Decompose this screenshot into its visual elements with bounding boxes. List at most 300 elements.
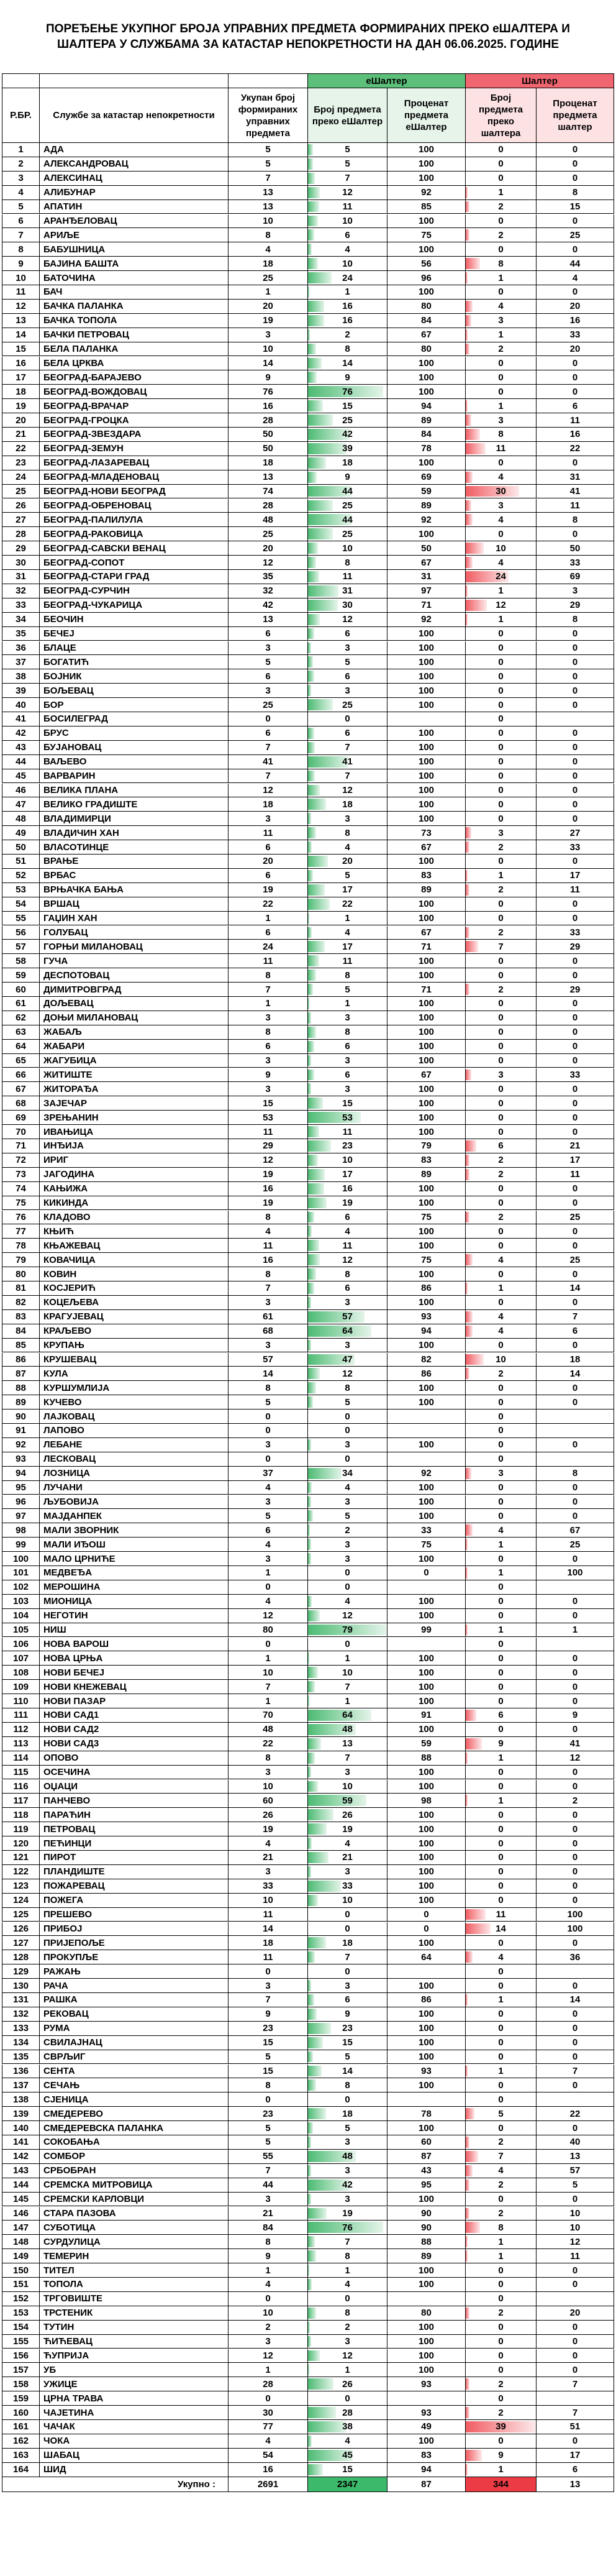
shalter-percent <box>536 285 614 299</box>
eshalter-count <box>307 1523 387 1537</box>
total-count-value: 10 <box>263 344 273 355</box>
shalter-count <box>465 257 536 270</box>
shalter-percent <box>536 428 614 441</box>
table-row <box>2 399 614 413</box>
table-row <box>2 300 614 314</box>
table-row <box>2 1638 614 1652</box>
shalter-count <box>465 1666 536 1679</box>
eshalter-percent-value: 80 <box>421 344 432 355</box>
shalter-percent <box>536 1296 614 1309</box>
service-name-value: ПРИБОЈ <box>43 1923 83 1934</box>
shalter-count-value: 0 <box>498 642 504 653</box>
eshalter-data-bar <box>308 984 313 995</box>
row-number <box>2 456 39 470</box>
table-row <box>2 912 614 926</box>
eshalter-percent-value: 100 <box>418 1667 435 1678</box>
shalter-data-bar <box>466 2151 478 2162</box>
shalter-count <box>465 1509 536 1523</box>
eshalter-count-value: 6 <box>345 1069 350 1080</box>
row-number <box>2 1438 39 1452</box>
total-count-value: 1 <box>265 1695 271 1707</box>
row-number-value: 61 <box>16 998 26 1009</box>
eshalter-percent <box>387 2135 465 2149</box>
shalter-count-value: 2 <box>498 2407 504 2418</box>
shalter-percent-value: 22 <box>569 443 581 454</box>
service-name-value: КРАГУЈЕВАЦ <box>43 1311 104 1322</box>
table-row <box>2 1211 614 1225</box>
shalter-data-bar <box>466 600 487 611</box>
service-name-value: КРУПАЊ <box>43 1340 84 1351</box>
row-number <box>2 641 39 655</box>
service-name-value: ВАЉЕВО <box>43 756 87 768</box>
eshalter-count-value: 15 <box>342 2464 353 2475</box>
eshalter-percent <box>387 883 465 897</box>
eshalter-count-value: 8 <box>345 827 350 838</box>
eshalter-count-value: 48 <box>342 2151 353 2162</box>
eshalter-data-bar <box>308 913 309 924</box>
shalter-count-value: 0 <box>498 1183 504 1194</box>
row-number-value: 138 <box>12 2094 29 2105</box>
service-name-value: БЕОГРАД-ЗЕМУН <box>43 443 124 454</box>
shalter-count <box>465 1153 536 1167</box>
shalter-percent <box>536 1324 614 1338</box>
row-number <box>2 2178 39 2192</box>
service-name <box>39 997 228 1011</box>
shalter-count <box>465 712 536 726</box>
total-count-value: 4 <box>265 2279 271 2290</box>
total-count <box>228 1481 307 1495</box>
eshalter-percent-value: 67 <box>421 927 432 938</box>
service-name <box>39 357 228 370</box>
shalter-count-value: 0 <box>498 2265 504 2276</box>
eshalter-percent-value: 100 <box>418 286 435 298</box>
row-number-value: 20 <box>16 415 26 426</box>
shalter-count <box>465 1267 536 1281</box>
shalter-count-value: 0 <box>498 1823 504 1835</box>
eshalter-count-value: 1 <box>345 1695 350 1707</box>
service-name <box>39 598 228 612</box>
service-name-value: КУЛА <box>43 1368 68 1379</box>
total-count <box>228 926 307 940</box>
eshalter-count <box>307 1367 387 1380</box>
row-number-value: 10 <box>16 272 26 283</box>
eshalter-count-value: 6 <box>345 1283 350 1294</box>
total-count-value: 3 <box>265 1340 271 1351</box>
total-count <box>228 442 307 456</box>
shalter-count <box>465 1851 536 1864</box>
service-name-value: БЕОГРАД-ВОЖДОВАЦ <box>43 386 147 397</box>
eshalter-count-value: 13 <box>342 1738 353 1749</box>
service-name <box>39 428 228 441</box>
eshalter-count <box>307 1865 387 1879</box>
service-name-value: БЕОГРАД-СУРЧИН <box>43 585 130 597</box>
row-number <box>2 1025 39 1039</box>
eshalter-percent-value: 100 <box>418 1268 435 1280</box>
row-number-value: 47 <box>16 799 26 810</box>
eshalter-percent <box>387 1409 465 1423</box>
shalter-percent <box>536 2135 614 2149</box>
shalter-percent-value: 13 <box>569 2151 581 2162</box>
eshalter-percent <box>387 1651 465 1665</box>
shalter-data-bar <box>466 472 473 483</box>
eshalter-count <box>307 1566 387 1580</box>
total-count-value: 3 <box>265 813 271 824</box>
shalter-percent-value: 2 <box>572 1795 578 1806</box>
total-count-value: 7 <box>265 771 271 782</box>
eshalter-percent <box>387 997 465 1011</box>
row-number <box>2 385 39 398</box>
total-count-value: 10 <box>263 1895 273 1906</box>
total-count <box>228 897 307 911</box>
shalter-count-value: 4 <box>498 1951 504 1963</box>
shalter-percent-value: 0 <box>572 1610 578 1621</box>
eshalter-percent-value: 100 <box>418 771 435 782</box>
eshalter-count <box>307 2150 387 2163</box>
shalter-percent <box>536 1651 614 1665</box>
table-row <box>2 940 614 954</box>
eshalter-percent <box>387 1224 465 1238</box>
eshalter-percent <box>387 727 465 740</box>
shalter-count-value: 2 <box>498 344 504 355</box>
total-count <box>228 2377 307 2391</box>
shalter-count-value: 1 <box>498 1994 504 2005</box>
service-name-value: МЕРОШИНА <box>43 1582 101 1593</box>
shalter-data-bar <box>466 1311 473 1322</box>
eshalter-count-value: 9 <box>345 2009 350 2020</box>
eshalter-percent <box>387 1993 465 2007</box>
row-number-value: 13 <box>16 315 26 326</box>
shalter-percent <box>536 470 614 484</box>
eshalter-percent-value: 100 <box>418 856 435 867</box>
total-count-value: 6 <box>265 628 271 639</box>
eshalter-percent <box>387 1395 465 1409</box>
eshalter-count-value: 4 <box>345 244 350 255</box>
shalter-percent-value: 31 <box>569 472 581 483</box>
eshalter-percent <box>387 584 465 598</box>
eshalter-percent <box>387 1253 465 1267</box>
eshalter-percent <box>387 470 465 484</box>
eshalter-percent <box>387 1780 465 1794</box>
row-number-value: 72 <box>16 1155 26 1166</box>
shalter-percent-value: 0 <box>572 1652 578 1664</box>
service-name-value: БОСИЛЕГРАД <box>43 713 108 725</box>
eshalter-count-value: 12 <box>342 1368 353 1379</box>
eshalter-percent-value: 33 <box>421 1524 432 1536</box>
eshalter-count-value: 1 <box>345 1652 350 1664</box>
eshalter-percent <box>387 1723 465 1736</box>
total-count-value: 16 <box>263 1254 273 1265</box>
eshalter-percent <box>387 712 465 726</box>
shalter-percent-value: 0 <box>572 784 578 795</box>
row-number-value: 6 <box>18 215 24 226</box>
row-number <box>2 2363 39 2377</box>
shalter-percent-value: 57 <box>569 2165 581 2176</box>
shalter-count-value: 4 <box>498 1326 504 1337</box>
eshalter-percent <box>387 2321 465 2334</box>
total-count <box>228 1040 307 1053</box>
eshalter-percent-value: 100 <box>418 2322 435 2333</box>
shalter-percent-value: 17 <box>569 870 581 881</box>
eshalter-data-bar <box>308 528 333 539</box>
shalter-count-value: 2 <box>498 2137 504 2148</box>
total-count <box>228 2121 307 2135</box>
eshalter-percent <box>387 186 465 199</box>
row-number-value: 33 <box>16 600 26 611</box>
eshalter-count-value: 2 <box>345 1524 350 1536</box>
table-row <box>2 2178 614 2193</box>
table-row <box>2 1822 614 1836</box>
eshalter-percent <box>387 655 465 669</box>
shalter-count-value: 6 <box>498 1710 504 1721</box>
shalter-count-value: 0 <box>498 1198 504 1209</box>
row-number-value: 107 <box>12 1652 29 1664</box>
col-header-rb: Р.БР. <box>2 88 39 142</box>
total-count <box>228 285 307 299</box>
shalter-data-bar <box>466 2066 468 2077</box>
eshalter-count <box>307 1281 387 1295</box>
shalter-count-value: 0 <box>498 1126 504 1137</box>
eshalter-count <box>307 1552 387 1565</box>
service-name <box>39 1239 228 1252</box>
eshalter-count-value: 0 <box>345 1638 350 1649</box>
row-number <box>2 314 39 328</box>
total-count-value: 20 <box>263 543 273 554</box>
shalter-percent <box>536 442 614 456</box>
table-row <box>2 1808 614 1822</box>
service-name <box>39 2150 228 2163</box>
shalter-data-bar <box>466 2407 469 2418</box>
eshalter-count-value: 10 <box>342 1155 353 1166</box>
shalter-count <box>465 1936 536 1950</box>
total-count-value: 3 <box>265 2336 271 2347</box>
shalter-count <box>465 285 536 299</box>
eshalter-count <box>307 1267 387 1281</box>
eshalter-data-bar <box>308 1681 315 1692</box>
eshalter-data-bar <box>308 1667 318 1678</box>
shalter-percent <box>536 1452 614 1466</box>
shalter-count <box>465 200 536 214</box>
shalter-count <box>465 2377 536 2391</box>
eshalter-count-value: 4 <box>345 1482 350 1493</box>
table-row <box>2 1196 614 1211</box>
total-count <box>228 684 307 697</box>
table-row <box>2 314 614 328</box>
service-name-value: СТАРА ПАЗОВА <box>43 2207 116 2219</box>
total-count-value: 60 <box>263 1795 273 1806</box>
row-number <box>2 1153 39 1167</box>
shalter-count-value: 10 <box>496 1354 506 1365</box>
total-count <box>228 1224 307 1238</box>
service-name-value: БОГАТИЋ <box>43 656 89 667</box>
total-count <box>228 2463 307 2477</box>
group-header-shalter: Шалтер <box>465 74 614 88</box>
row-number <box>2 2193 39 2206</box>
shalter-count-value: 24 <box>496 571 506 582</box>
shalter-count <box>465 2092 536 2106</box>
total-count-value: 12 <box>263 557 273 568</box>
eshalter-data-bar <box>308 799 326 810</box>
service-name <box>39 912 228 925</box>
shalter-percent-value: 0 <box>572 1055 578 1066</box>
shalter-count-value: 0 <box>498 1083 504 1094</box>
total-count <box>228 1182 307 1196</box>
eshalter-percent-value: 100 <box>418 2336 435 2347</box>
shalter-percent <box>536 399 614 413</box>
eshalter-count <box>307 1766 387 1779</box>
total-count <box>228 556 307 569</box>
table-row <box>2 1651 614 1666</box>
service-name-value: РАЧА <box>43 1980 68 1991</box>
total-count-value: 80 <box>263 1625 273 1636</box>
eshalter-percent-value: 84 <box>421 315 432 326</box>
row-number-value: 85 <box>16 1340 26 1351</box>
eshalter-percent <box>387 797 465 811</box>
eshalter-count <box>307 2121 387 2135</box>
eshalter-count <box>307 954 387 968</box>
eshalter-count <box>307 2391 387 2405</box>
shalter-percent <box>536 1538 614 1551</box>
total-count <box>228 2150 307 2163</box>
eshalter-percent <box>387 2349 465 2363</box>
row-number-value: 132 <box>12 2009 29 2020</box>
total-count <box>228 1011 307 1025</box>
service-name <box>39 1666 228 1679</box>
total-count <box>228 2178 307 2192</box>
row-number-value: 156 <box>12 2350 29 2361</box>
totals-s-count: 344 <box>465 2477 536 2491</box>
total-count <box>228 1381 307 1395</box>
total-count <box>228 2078 307 2092</box>
eshalter-data-bar <box>308 201 319 213</box>
table-row <box>2 1609 614 1623</box>
eshalter-count-value: 47 <box>342 1354 353 1365</box>
row-number-value: 65 <box>16 1055 26 1066</box>
eshalter-data-bar <box>308 1767 311 1778</box>
eshalter-count-value: 25 <box>342 415 353 426</box>
eshalter-count <box>307 2420 387 2434</box>
service-name-value: БЕОГРАД-ЛАЗАРЕВАЦ <box>43 457 150 469</box>
shalter-percent-value: 0 <box>572 1496 578 1507</box>
table-row <box>2 883 614 897</box>
shalter-data-bar <box>466 1468 471 1479</box>
service-name <box>39 2434 228 2448</box>
row-number <box>2 869 39 882</box>
table-row <box>2 1409 614 1424</box>
shalter-percent-value: 15 <box>569 201 581 213</box>
shalter-count-value: 0 <box>498 813 504 824</box>
total-count <box>228 541 307 555</box>
service-name-value: БЕОГРАД-СОПОТ <box>43 557 125 568</box>
row-number <box>2 2377 39 2391</box>
eshalter-percent <box>387 2363 465 2377</box>
shalter-count <box>465 2078 536 2092</box>
eshalter-count <box>307 755 387 769</box>
total-count-value: 0 <box>265 2393 271 2404</box>
shalter-percent <box>536 2107 614 2120</box>
shalter-count <box>465 1296 536 1309</box>
eshalter-data-bar <box>308 771 315 782</box>
shalter-count <box>465 1339 536 1352</box>
table-row <box>2 1224 614 1239</box>
row-number <box>2 983 39 996</box>
page-title <box>0 0 616 73</box>
eshalter-percent <box>387 1339 465 1352</box>
service-name-value: ОСЕЧИНА <box>43 1767 91 1778</box>
row-number <box>2 1239 39 1252</box>
shalter-percent <box>536 1737 614 1751</box>
shalter-count <box>465 613 536 626</box>
service-name-value: БЕОГРАД-ЧУКАРИЦА <box>43 600 143 611</box>
eshalter-percent-value: 100 <box>418 2009 435 2020</box>
eshalter-count <box>307 1096 387 1110</box>
shalter-data-bar <box>466 614 468 625</box>
eshalter-data-bar <box>308 415 333 426</box>
eshalter-count <box>307 186 387 199</box>
eshalter-percent <box>387 1054 465 1068</box>
service-name <box>39 1694 228 1708</box>
table-row <box>2 1993 614 2007</box>
eshalter-percent <box>387 1267 465 1281</box>
eshalter-count-value: 12 <box>342 784 353 795</box>
shalter-count <box>465 1239 536 1252</box>
total-count <box>228 1580 307 1594</box>
total-count-value: 19 <box>263 1823 273 1835</box>
eshalter-count-value: 64 <box>342 1710 353 1721</box>
shalter-count-value: 4 <box>498 472 504 483</box>
service-name <box>39 328 228 342</box>
table-row <box>2 2263 614 2278</box>
total-count <box>228 869 307 882</box>
shalter-count <box>465 2065 536 2078</box>
eshalter-count <box>307 855 387 868</box>
shalter-data-bar <box>466 2208 469 2219</box>
eshalter-count <box>307 1424 387 1437</box>
row-number <box>2 655 39 669</box>
eshalter-count-value: 7 <box>345 173 350 184</box>
eshalter-count-value: 42 <box>342 429 353 440</box>
title-line-1: ПОРЕЂЕЊЕ УКУПНОГ БРОЈА УПРАВНИХ ПРЕДМЕТА ФОРМИРАНИХ ПРЕКО еШАЛТЕРА И <box>46 22 570 35</box>
eshalter-percent <box>387 2306 465 2320</box>
total-count-value: 11 <box>263 1909 273 1920</box>
table-row <box>2 627 614 641</box>
service-name <box>39 2335 228 2349</box>
row-number-value: 66 <box>16 1069 26 1080</box>
eshalter-count <box>307 470 387 484</box>
row-number <box>2 1196 39 1210</box>
shalter-count <box>465 1538 536 1551</box>
eshalter-count-value: 3 <box>345 1012 350 1024</box>
eshalter-percent <box>387 1239 465 1252</box>
eshalter-count-value: 15 <box>342 400 353 411</box>
eshalter-percent <box>387 641 465 655</box>
total-count-value: 16 <box>263 400 273 411</box>
table-row <box>2 2349 614 2363</box>
row-number-value: 64 <box>16 1041 26 1052</box>
service-name <box>39 627 228 641</box>
shalter-count-value: 0 <box>498 2279 504 2290</box>
row-number-value: 95 <box>16 1482 26 1493</box>
row-number <box>2 1851 39 1864</box>
row-number-value: 42 <box>16 728 26 739</box>
table-row <box>2 2221 614 2235</box>
eshalter-count-value: 39 <box>342 443 353 454</box>
table-row <box>2 2377 614 2391</box>
eshalter-percent-value: 100 <box>418 1098 435 1109</box>
service-name-value: БАЧКА ПАЛАНКА <box>43 301 124 312</box>
totals-total: 2691 <box>228 2477 307 2491</box>
eshalter-count <box>307 1239 387 1252</box>
shalter-percent-value: 0 <box>572 1937 578 1948</box>
